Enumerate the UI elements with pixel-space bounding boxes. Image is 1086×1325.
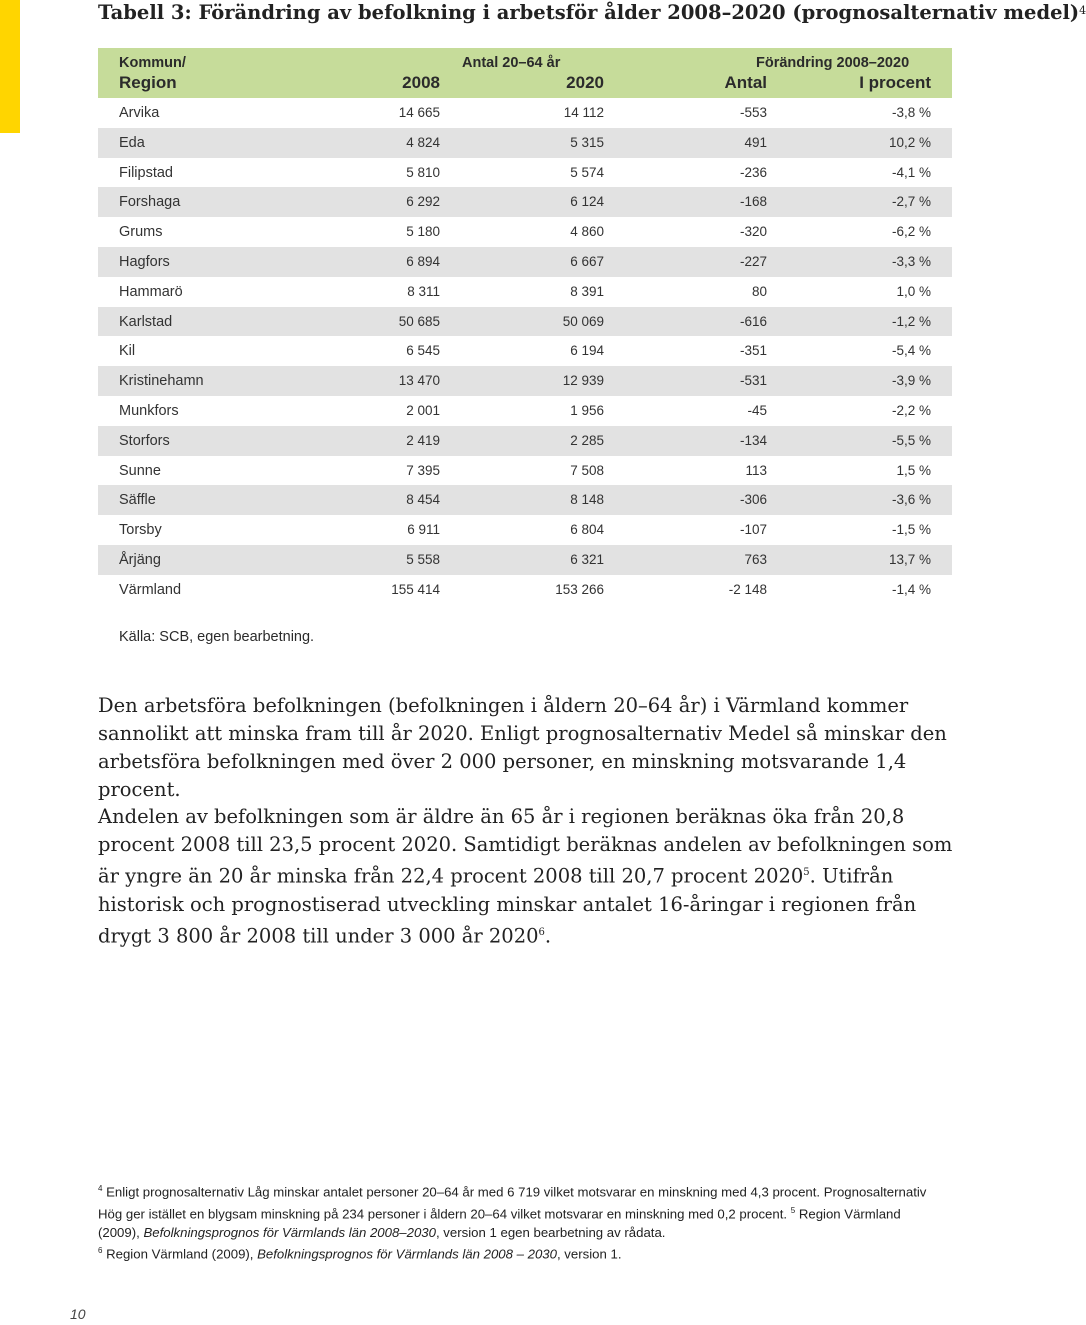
table-row (98, 396, 952, 426)
cell-procent: -5,5 % (891, 432, 931, 448)
header-change-group: Förändring 2008–2020 (756, 55, 910, 71)
cell-procent: -3,6 % (891, 492, 931, 508)
cell-kommun: Karlstad (119, 313, 173, 330)
cell-2020: 5 315 (570, 134, 604, 150)
cell-procent: -3,9 % (891, 373, 931, 389)
cell-2020: 50 069 (562, 313, 604, 329)
cell-antal: -531 (739, 373, 767, 389)
footnote-ref-6: 6 (538, 926, 545, 938)
cell-2008: 6 911 (407, 522, 440, 538)
cell-2020: 6 667 (570, 253, 604, 269)
cell-procent: -1,2 % (891, 313, 931, 329)
cell-antal: -553 (739, 105, 767, 120)
table-title-text: Tabell 3: Förändring av befolkning i arbetsför ålder 2008–2020 (prognosalternativ medel) (98, 1, 1080, 24)
cell-2008: 6 292 (406, 194, 440, 210)
cell-antal: -306 (739, 492, 767, 508)
footnote-4-number: 4 (98, 1184, 103, 1193)
footnote-4-text: Enligt prognosalternativ Låg minskar antalet personer 20–64 år med 6 719 vilket motsvarar en minskning med 4,3 procent. Prognosalternativ Hög ger istället en blygsam minskning på 234 personer i åldern 20–64 vilket motsvarar en minskning med 0,2 procent. (98, 1184, 927, 1222)
footnote-5-post: , version 1 egen bearbetning av rådata. (435, 1224, 666, 1240)
footnote-5-number: 5 (790, 1205, 796, 1215)
table-row (98, 247, 952, 277)
cell-2008: 155 414 (391, 581, 440, 597)
accent-bar (0, 0, 20, 133)
cell-kommun: Arvika (119, 105, 160, 121)
cell-procent: 13,7 % (888, 551, 931, 567)
population-table (98, 48, 952, 605)
cell-2008: 14 665 (398, 105, 440, 120)
table-row (98, 187, 952, 217)
cell-2008: 8 311 (407, 283, 440, 299)
cell-kommun: Kil (119, 343, 136, 360)
paragraph-2-part2: . Utifrån historisk och prognostiserad utveckling minskar antalet 16-åringar i regionen från drygt 3 800 år 2008 till under 3 000 år 2020 (98, 864, 917, 947)
table-source: Källa: SCB, egen bearbetning. (119, 629, 315, 645)
table-row (98, 307, 952, 337)
table-row (98, 366, 952, 396)
cell-antal: -236 (739, 164, 767, 180)
header-region: Region (119, 73, 177, 92)
cell-2020: 12 939 (562, 373, 604, 389)
cell-kommun: Värmland (119, 581, 182, 598)
cell-2020: 6 194 (570, 343, 604, 359)
paragraph-1: Den arbetsföra befolkningen (befolkningen i åldern 20–64 år) i Värmland kommer sannolikt att minska fram till år 2020. Enligt prognosalternativ Medel så minskar den arbetsföra befolkningen med över 2 000 personer, en minskning motsvarande 1,4 procent. (98, 694, 947, 801)
cell-kommun: Munkfors (119, 402, 179, 419)
header-2008: 2008 (402, 73, 440, 92)
cell-2020: 1 956 (570, 402, 604, 418)
title-footnote-ref: 4 (1079, 4, 1086, 17)
cell-2020: 8 391 (570, 283, 604, 299)
footnote-6-title: Befolkningsprognos för Värmlands län 2008 – 2030 (257, 1246, 557, 1262)
cell-2020: 153 266 (555, 581, 604, 597)
footnote-5-title: Befolkningsprognos för Värmlands län 2008–2030 (143, 1224, 436, 1240)
cell-kommun: Grums (119, 224, 163, 241)
footnote-ref-5: 5 (803, 867, 810, 878)
cell-kommun: Årjäng (119, 551, 161, 568)
cell-antal: -168 (739, 194, 767, 210)
cell-antal: -107 (739, 522, 767, 538)
cell-procent: 1,5 % (896, 462, 931, 478)
cell-antal: 763 (744, 551, 767, 567)
table-row (98, 336, 952, 366)
table-row (98, 158, 952, 188)
page-number: 10 (70, 1306, 86, 1322)
cell-2020: 14 112 (563, 105, 604, 120)
cell-kommun: Hagfors (119, 253, 170, 270)
cell-procent: -4,1 % (891, 164, 931, 180)
cell-antal: 491 (744, 134, 767, 150)
table-row (98, 217, 952, 247)
header-kommun: Kommun/ (119, 55, 186, 71)
cell-2020: 2 285 (570, 432, 604, 448)
cell-antal: -320 (739, 224, 767, 240)
table-row (98, 128, 952, 158)
cell-antal: -616 (739, 313, 767, 329)
cell-procent: -1,5 % (891, 522, 931, 538)
cell-kommun: Filipstad (119, 164, 173, 181)
cell-antal: -351 (739, 343, 767, 359)
footnote-5-pre: Region Värmland (2009), (98, 1206, 901, 1240)
cell-procent: 1,0 % (896, 283, 931, 299)
cell-2020: 5 574 (570, 164, 604, 180)
cell-procent: -6,2 % (891, 224, 931, 240)
header-2020: 2020 (566, 73, 604, 92)
paragraph-2-part3: . (544, 924, 552, 947)
cell-2008: 50 685 (398, 313, 440, 329)
table-row (98, 277, 952, 307)
cell-2020: 8 148 (570, 492, 604, 508)
cell-antal: -227 (739, 253, 767, 269)
cell-antal: -45 (747, 402, 767, 418)
header-procent: I procent (859, 73, 931, 92)
cell-kommun: Sunne (119, 462, 161, 479)
cell-kommun: Kristinehamn (119, 373, 204, 390)
table-row (98, 456, 952, 486)
footnotes (98, 1180, 938, 1264)
table-row (98, 426, 952, 456)
cell-2020: 7 508 (570, 462, 604, 478)
cell-2020: 6 124 (570, 194, 604, 210)
paragraph-2 (98, 803, 958, 950)
cell-procent: -1,4 % (891, 581, 931, 597)
cell-2008: 4 824 (406, 134, 440, 150)
header-antal-group: Antal 20–64 år (462, 55, 561, 71)
table-body (98, 98, 952, 605)
cell-2008: 5 558 (406, 551, 440, 567)
cell-procent: 10,2 % (888, 134, 931, 150)
table-row (98, 515, 952, 545)
cell-antal: -2 148 (728, 581, 767, 597)
cell-2008: 7 395 (406, 462, 440, 478)
header-antal: Antal (724, 73, 767, 92)
table-row (98, 575, 952, 605)
cell-2008: 5 810 (406, 164, 440, 180)
cell-kommun: Torsby (119, 522, 162, 539)
cell-2008: 6 545 (406, 343, 440, 359)
cell-2008: 8 454 (406, 492, 440, 508)
cell-kommun: Forshaga (119, 194, 181, 211)
cell-2020: 6 804 (570, 522, 604, 538)
paragraph-2-part1: Andelen av befolkningen som är äldre än 65 år i regionen beräknas öka från 20,8 procent 2008 till 23,5 procent 2020. Samtidigt beräknas andelen av befolkningen som är yngre än 20 år minska från 22,4 procent 2008 till 20,7 procent 2020 (98, 805, 953, 888)
table-row (98, 545, 952, 575)
cell-kommun: Säffle (119, 492, 156, 509)
cell-procent: -3,3 % (891, 253, 931, 269)
cell-kommun: Hammarö (119, 283, 183, 300)
cell-2020: 4 860 (570, 224, 604, 240)
cell-2020: 6 321 (570, 551, 604, 567)
cell-procent: -5,4 % (891, 343, 931, 359)
cell-procent: -2,7 % (891, 194, 931, 210)
cell-procent: -3,8 % (891, 105, 931, 120)
cell-2008: 6 894 (406, 253, 440, 269)
cell-kommun: Storfors (119, 432, 170, 449)
cell-2008: 2 419 (406, 432, 440, 448)
cell-procent: -2,2 % (891, 402, 931, 418)
cell-2008: 13 470 (398, 373, 440, 389)
table-row (98, 485, 952, 515)
table-header (98, 48, 952, 98)
cell-antal: -134 (739, 432, 767, 448)
cell-2008: 2 001 (406, 402, 440, 418)
cell-antal: 80 (751, 283, 767, 299)
cell-antal: 113 (745, 462, 767, 478)
table-row (98, 98, 952, 128)
footnote-6-post: , version 1. (556, 1246, 622, 1262)
cell-kommun: Eda (119, 134, 145, 151)
footnote-6-number: 6 (98, 1246, 103, 1256)
table-title (98, 0, 1086, 26)
footnote-6-pre: Region Värmland (2009), (102, 1246, 258, 1262)
cell-2008: 5 180 (406, 224, 440, 240)
